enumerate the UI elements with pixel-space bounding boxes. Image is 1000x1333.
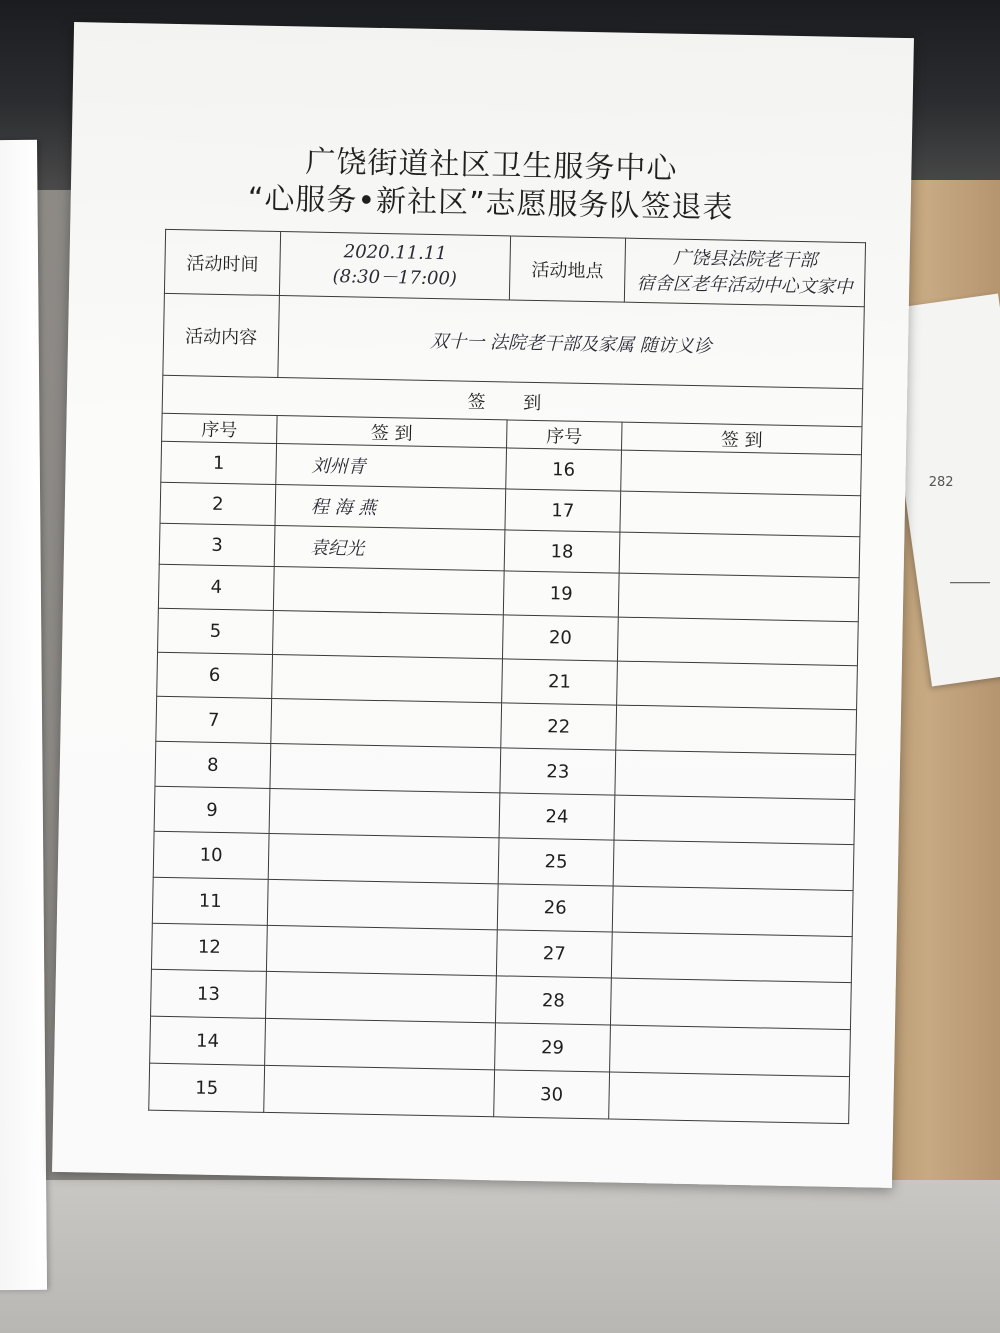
sign-section-title: 签 到	[162, 375, 863, 426]
row-number-left: 11	[152, 877, 268, 925]
sheet-title-line1: 广饶街道社区卫生服务中心	[305, 144, 678, 187]
signature-left[interactable]: 刘州青	[276, 444, 507, 489]
signature-left[interactable]	[268, 833, 499, 883]
row-number-left: 5	[158, 608, 274, 654]
row-number-left: 15	[149, 1063, 265, 1112]
signature-left[interactable]	[264, 1065, 495, 1116]
row-number-left: 1	[161, 441, 277, 484]
row-number-right: 26	[497, 884, 613, 932]
column-header-no-right: 序号	[507, 420, 623, 450]
signature-right[interactable]	[614, 795, 855, 845]
signature-left[interactable]	[267, 879, 498, 929]
column-header-sign-right: 签 到	[621, 422, 861, 455]
row-number-left: 8	[155, 741, 271, 788]
time-date: 2020.11.11	[343, 241, 447, 265]
row-number-right: 24	[499, 793, 615, 840]
row-number-left: 10	[153, 831, 269, 879]
time-value	[279, 232, 510, 300]
signature-right[interactable]	[609, 1072, 850, 1124]
signature-left[interactable]	[273, 566, 504, 614]
signature-left[interactable]	[273, 610, 504, 658]
signature-left[interactable]	[269, 788, 500, 837]
time-label: 活动时间	[164, 229, 280, 295]
signout-sheet	[52, 22, 914, 1188]
row-number-right: 27	[496, 930, 612, 978]
row-number-right: 25	[498, 838, 614, 886]
row-number-left: 4	[158, 564, 274, 610]
time-range: (8:30－17:00)	[332, 266, 458, 290]
row-number-right: 19	[503, 571, 619, 617]
signature-left[interactable]: 程 海 燕	[275, 484, 506, 529]
signature-left[interactable]: 袁纪光	[274, 525, 505, 570]
signature-right[interactable]	[617, 617, 858, 666]
row-number-right: 18	[504, 530, 620, 573]
column-header-no: 序号	[162, 413, 278, 443]
signature-right[interactable]	[619, 532, 860, 578]
row-number-right: 16	[506, 448, 622, 491]
background-bottom	[0, 1180, 1000, 1333]
signature-left[interactable]	[265, 1018, 496, 1069]
signature-left[interactable]	[271, 698, 502, 747]
row-number-right: 21	[502, 659, 618, 705]
signature-right[interactable]	[610, 1025, 851, 1077]
signature-right[interactable]	[616, 705, 857, 755]
signature-left[interactable]	[266, 925, 497, 975]
row-number-right: 17	[505, 489, 621, 532]
content-row	[163, 293, 864, 388]
signature-right[interactable]	[620, 491, 861, 537]
row-number-right: 30	[494, 1070, 610, 1119]
sheet-title-line2: “心服务•新社区”志愿服务队签退表	[247, 181, 734, 226]
signature-right[interactable]	[611, 932, 852, 983]
signout-table	[148, 229, 866, 1124]
place-value	[624, 238, 865, 307]
signature-right[interactable]	[617, 661, 858, 710]
signature-right[interactable]	[615, 750, 856, 800]
signature-right[interactable]	[621, 450, 862, 496]
row-number-left: 14	[150, 1016, 266, 1065]
place-line1: 广饶县法院老干部	[673, 247, 818, 271]
row-number-left: 9	[154, 786, 270, 833]
place-line2: 宿舍区老年活动中心文家中	[636, 272, 853, 298]
signature-left[interactable]	[266, 971, 497, 1022]
signature-right[interactable]	[610, 978, 851, 1030]
content-value: 双十一 法院老干部及家属 随访义诊	[278, 296, 864, 389]
row-number-left: 13	[151, 969, 267, 1018]
signature-right[interactable]	[618, 573, 859, 622]
left-paper-sheet	[0, 140, 47, 1290]
place-label: 活动地点	[509, 236, 625, 302]
row-number-left: 12	[151, 923, 267, 971]
content-label: 活动内容	[163, 293, 280, 377]
row-number-left: 7	[156, 696, 272, 743]
signature-right[interactable]	[613, 840, 854, 891]
row-number-right: 20	[502, 615, 618, 661]
signature-left[interactable]	[270, 743, 501, 792]
row-number-left: 6	[157, 652, 273, 698]
side-sheet-number: 282	[928, 475, 954, 491]
row-number-left: 2	[160, 482, 276, 525]
row-number-right: 29	[495, 1023, 611, 1072]
column-header-sign: 签 到	[277, 416, 507, 448]
signature-left[interactable]	[272, 654, 503, 702]
row-number-right: 22	[501, 703, 617, 750]
row-number-left: 3	[159, 523, 275, 566]
side-sheet-line	[950, 582, 990, 583]
row-number-right: 28	[495, 976, 611, 1025]
signature-right[interactable]	[612, 886, 853, 937]
row-number-right: 23	[500, 748, 616, 795]
